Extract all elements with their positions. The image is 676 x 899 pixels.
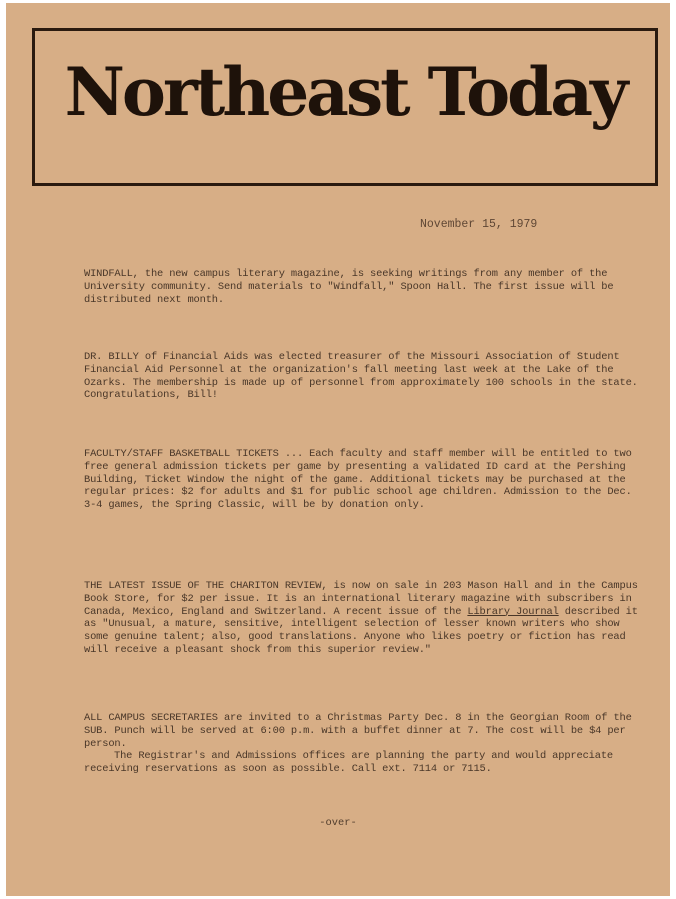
news-item-lead: THE LATEST ISSUE OF THE CHARITON REVIEW, xyxy=(84,580,328,592)
news-item-basketball-tickets xyxy=(84,448,640,512)
news-item-lead: WINDFALL, xyxy=(84,268,139,280)
library-journal-title: Library Journal xyxy=(467,605,559,618)
news-item-text: ... Each faculty and staff member will be entitled to two free general admission tickets per game by presenting a validated ID card at the Pershing Building, Ticket Window the night of the game. Additional tickets may be purchased at the regular prices: $2 for adults and $1 for public school age children. Admission to the Dec. 3-4 games, the Spring Classic, will be by donation only. xyxy=(84,448,632,512)
news-item-windfall xyxy=(84,268,640,306)
news-item-secretaries-party xyxy=(84,712,640,776)
page-footer-over: -over- xyxy=(319,817,357,829)
issue-date: November 15, 1979 xyxy=(420,218,538,231)
masthead-title: Northeast Today xyxy=(64,53,626,131)
news-item-text: the new campus literary magazine, is seeking writings from any member of the University community. Send materials to "Windfall," Spoon Hall. The first issue will be distributed next month. xyxy=(84,268,614,306)
news-item-chariton-review xyxy=(84,580,640,657)
news-item-text: is now on sale in 203 Mason Hall and in the Campus Book Store, for $2 per issue. It is an international literary magazine with subscribers in Canada, Mexico, England and Switzerland. A recent issue of the xyxy=(84,580,638,618)
news-item-financial-aids xyxy=(84,351,640,402)
news-item-lead: FACULTY/STAFF BASKETBALL TICKETS xyxy=(84,448,279,460)
news-item-text: The Registrar's and Admissions offices are planning the party and would appreciate receiving reservations as soon as possible. Call ext. 7114 or 7115. xyxy=(84,750,614,776)
news-item-lead: ALL CAMPUS SECRETARIES xyxy=(84,712,218,724)
newsletter-page xyxy=(6,3,670,896)
masthead-frame xyxy=(32,28,658,186)
news-item-lead: DR. BILLY xyxy=(84,351,139,363)
news-item-text: described it as "Unusual, a mature, sensitive, intelligent selection of lesser known writers who show some genuine talent; also, good translations. Anyone who likes poetry or fiction has read will receive a pleasant shock from this superior review." xyxy=(84,605,638,656)
news-item-text: are invited to a Christmas Party Dec. 8 in the Georgian Room of the SUB. Punch will be served at 6:00 p.m. with a buffet dinner at 7. The cost will be $4 per person. xyxy=(84,712,632,750)
news-item-text: of Financial Aids was elected treasurer of the Missouri Association of Student Financial Aid Personnel at the organization's fall meeting last week at the Lake of the Ozarks. The membership is made up of personnel from approximately 100 schools in the state. Congratulations, Bill! xyxy=(84,351,638,402)
